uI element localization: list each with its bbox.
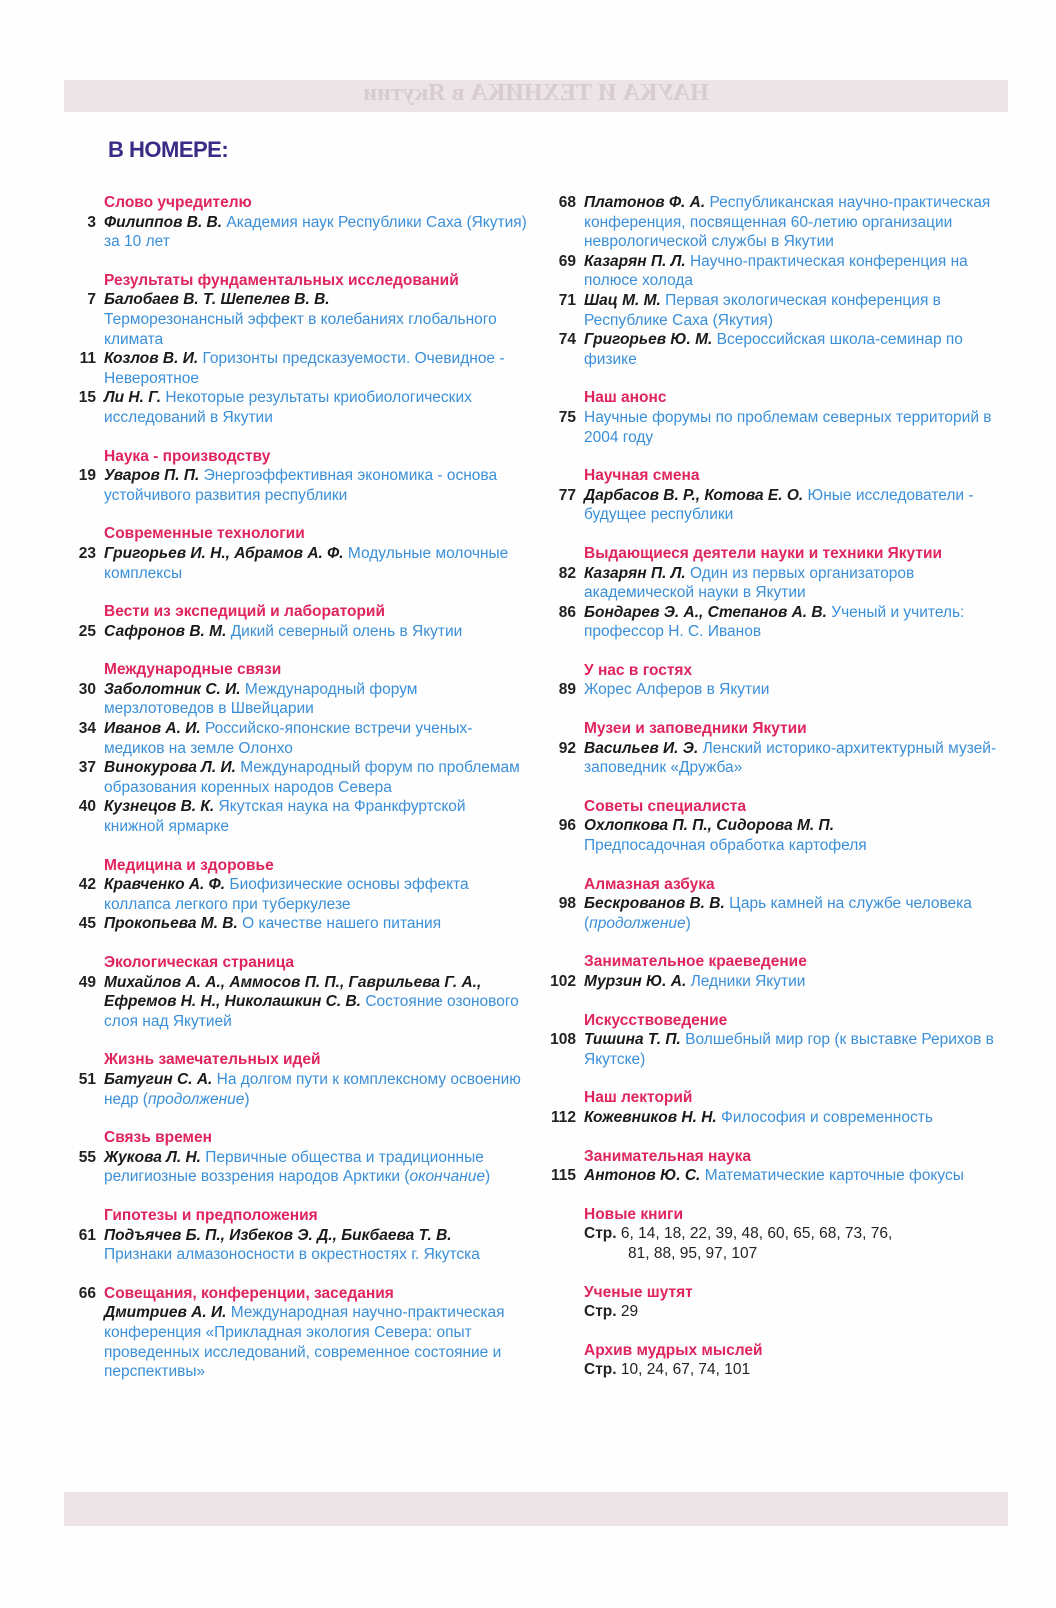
entry-title <box>104 311 497 348</box>
pages-values: 29 <box>620 1303 639 1321</box>
contents-entry[interactable] <box>558 816 1010 855</box>
contents-section <box>60 1284 530 1382</box>
entry-page-number: 25 <box>78 622 96 640</box>
section-title-text: Советы специалиста <box>584 797 747 815</box>
section-title-text: Научная смена <box>584 467 700 485</box>
entry-page-number: 15 <box>78 389 96 407</box>
section-title-text: Совещания, конференции, заседания <box>104 1284 394 1302</box>
entry-title-text: Международный форум мерзлотоведов в Швейцарии <box>104 680 418 718</box>
pages-values: 10, 24, 67, 74, 101 <box>620 1361 751 1379</box>
entry-author: Григорьев Ю. М. <box>584 331 713 349</box>
contents-entry[interactable] <box>78 797 530 836</box>
contents-section <box>60 660 530 836</box>
contents-entry[interactable] <box>78 973 530 1032</box>
entry-title-text: Энергоэффективная экономика - основа устойчивого развития республики <box>104 467 498 504</box>
section-title <box>584 719 1010 739</box>
contents-section <box>540 797 1010 856</box>
entry-title <box>584 409 992 446</box>
entry-title-text: Жорес Алферов в Якутии <box>584 681 770 699</box>
entry-title <box>691 973 806 990</box>
entry-title-text: Всероссийская школа-семинар по физике <box>584 331 963 368</box>
entry-title <box>584 837 867 854</box>
entry-title-text: Модульные молочные комплексы <box>104 544 509 582</box>
entry-author: Филиппов В. В. <box>104 213 223 231</box>
entry-author: Винокурова Л. И. <box>104 759 236 777</box>
pages-section <box>540 1205 1010 1264</box>
contents-section <box>60 193 530 252</box>
entry-page-number: 112 <box>550 1108 576 1126</box>
contents-entry[interactable] <box>78 544 530 583</box>
entry-author: Михайлов А. А., Аммосов П. П., Гаврильева Г. А., Ефремов Н. Н., Николашкин С. В. <box>104 973 482 1011</box>
contents-section <box>540 661 1010 700</box>
contents-entry[interactable] <box>558 193 1010 252</box>
entry-page-number: 49 <box>78 973 96 991</box>
entry-title-text: Ученый и учитель: профессор Н. С. Иванов <box>584 603 965 641</box>
entry-title-after: ) <box>485 1168 491 1186</box>
entry-title-text: Научные форумы по проблемам северных территорий в 2004 году <box>584 408 992 446</box>
entry-title-italic: продолжение <box>147 1090 245 1108</box>
entry-title-italic: продолжение <box>589 914 686 932</box>
entry-title-text: Российско-японские встречи ученых-медиков на земле Олонхо <box>104 720 473 757</box>
contents-entry[interactable] <box>558 408 1010 447</box>
contents-section <box>540 388 1010 447</box>
entry-title-text: Международный форум по проблемам образования коренных народов Севера <box>104 759 520 796</box>
contents-entry[interactable] <box>78 758 530 797</box>
entry-page-number: 11 <box>79 350 96 368</box>
section-title-text: Медицина и здоровье <box>104 856 274 874</box>
entry-author: Казарян П. Л. <box>584 252 686 270</box>
entry-page-number: 102 <box>550 973 576 990</box>
entry-author: Балобаев В. Т. Шепелев В. В. <box>104 291 330 309</box>
footer-band <box>64 1492 1008 1526</box>
entry-title-text: Дикий северный олень в Якутии <box>230 622 463 640</box>
contents-entry[interactable] <box>558 739 1010 778</box>
section-title-text: Слово учредителю <box>104 194 252 211</box>
entry-title-text: Признаки алмазоносности в окрестностях г. Якутска <box>104 1246 480 1264</box>
entry-title-text: Первая экологическая конференция в Республике Саха (Якутия) <box>584 291 941 329</box>
entry-author: Ли Н. Г. <box>104 389 162 407</box>
contents-entry[interactable] <box>104 1303 530 1381</box>
contents-entry[interactable] <box>78 719 530 758</box>
contents-entry[interactable] <box>78 1148 530 1187</box>
contents-section <box>540 1088 1010 1127</box>
entry-page-number: 45 <box>78 915 96 933</box>
contents-entry[interactable] <box>78 388 530 427</box>
section-title <box>584 1011 1010 1031</box>
section-title-text: Результаты фундаментальных исследований <box>104 271 459 289</box>
contents-left-column <box>60 193 530 1401</box>
section-title <box>104 193 530 213</box>
contents-entry[interactable] <box>78 1226 530 1265</box>
header-band <box>64 80 1008 112</box>
section-title <box>584 544 1010 564</box>
entry-title <box>242 915 441 932</box>
section-title-text: Вести из экспедиций и лабораторий <box>104 603 385 621</box>
contents-section <box>60 953 530 1031</box>
section-title-text: Занимательное краеведение <box>584 953 807 971</box>
entry-page-number: 74 <box>558 331 576 349</box>
entry-title-text: Юные исследователи - будущее республики <box>584 486 974 524</box>
contents-entry[interactable] <box>558 252 1010 291</box>
header-showthrough-text: НАУКА И ТЕХНИКА в Якутии <box>363 80 709 106</box>
contents-section <box>540 952 1010 991</box>
section-title <box>584 1088 1010 1108</box>
contents-entry[interactable] <box>550 1030 1010 1069</box>
section-title-text: Современные технологии <box>104 525 305 543</box>
entry-page-number: 69 <box>558 252 576 270</box>
section-title-text: Наш анонс <box>584 389 667 407</box>
pages-label: Стр. <box>584 1303 617 1321</box>
section-title-text: Выдающиеся деятели науки и техники Якутии <box>584 544 943 562</box>
section-title <box>584 466 1010 486</box>
entry-page-number: 92 <box>558 739 576 757</box>
entry-author: Прокопьева М. В. <box>104 915 238 933</box>
section-title <box>104 1050 530 1070</box>
entry-page-number: 3 <box>87 213 96 231</box>
section-title <box>104 856 530 876</box>
entry-title-text: Волшебный мир гор (к выставке Рерихов в Якутске) <box>584 1031 994 1068</box>
entry-title-text: Международная научно-практическая конференция «Прикладная экология Севера: опыт проведенных исследований, современное состояние и перспективы» <box>104 1304 505 1381</box>
entry-author: Шац М. М. <box>584 291 661 309</box>
section-title <box>584 952 1010 972</box>
page-list <box>584 1302 1010 1322</box>
entry-author: Кравченко А. Ф. <box>104 876 226 894</box>
entry-page-number: 68 <box>558 194 576 211</box>
entry-title-text: Ледники Якутии <box>690 973 806 990</box>
section-title <box>104 447 530 467</box>
contents-entry[interactable] <box>79 349 530 388</box>
entry-author: Уваров П. П. <box>104 467 200 485</box>
entry-page-number: 34 <box>78 720 96 738</box>
entry-title-text: Философия и современность <box>721 1108 933 1126</box>
section-title-text: Гипотезы и предположения <box>104 1206 318 1224</box>
entry-page-number: 51 <box>78 1070 96 1088</box>
pages-section <box>540 1341 1010 1380</box>
section-title: Ученые шутят <box>584 1283 693 1301</box>
section-title-text: Жизнь замечательных идей <box>104 1051 321 1069</box>
entry-author: Тишина Т. П. <box>584 1031 681 1049</box>
entry-page-number: 108 <box>550 1031 576 1049</box>
contents-entry[interactable] <box>78 466 530 505</box>
contents-entry[interactable] <box>550 1166 1010 1186</box>
contents-entry[interactable] <box>558 603 1010 642</box>
entry-title-after: ) <box>685 914 691 932</box>
section-title <box>104 524 530 544</box>
page-list-continued: 81, 88, 95, 97, 107 <box>628 1244 758 1262</box>
entry-page-number: 23 <box>78 544 96 562</box>
entry-page-number: 86 <box>558 603 576 621</box>
section-title <box>104 602 530 622</box>
entry-title <box>584 681 769 698</box>
contents-right-column <box>540 193 1010 1399</box>
entry-page-number: 77 <box>558 486 576 504</box>
contents-entry[interactable] <box>558 486 1010 525</box>
entry-author: Дарбасов В. Р., Котова Е. О. <box>584 486 804 504</box>
entry-page-number: 71 <box>558 291 576 309</box>
entry-page-number: 55 <box>78 1148 96 1166</box>
entry-title-text: Научно-практическая конференция на полюсе холода <box>584 252 968 290</box>
contents-entry[interactable] <box>78 680 530 719</box>
entry-page-number: 115 <box>550 1167 576 1185</box>
entry-author: Казарян П. Л. <box>584 564 686 582</box>
entry-author: Заболотник С. И. <box>104 680 241 698</box>
section-title <box>104 271 530 291</box>
entry-title-text: Республиканская научно-практическая конференция, посвященная 60-летию организации неврологической службы в Якутии <box>584 194 991 251</box>
contents-entry[interactable] <box>550 972 1010 992</box>
contents-entry[interactable] <box>78 914 530 934</box>
section-title-text: У нас в гостях <box>584 661 693 679</box>
entry-page-number: 89 <box>558 681 576 699</box>
section-title <box>584 1147 1010 1167</box>
entry-author: Кузнецов В. К. <box>104 798 215 816</box>
section-title-text: Связь времен <box>104 1129 212 1147</box>
contents-section <box>540 193 1010 369</box>
section-title-text: Наука - производству <box>104 447 271 465</box>
entry-title-text: Первичные общества и традиционные религиозные воззрения народов Арктики ( <box>104 1148 484 1186</box>
entry-title-text: Академия наук Республики Саха (Якутия) за 10 лет <box>104 213 527 251</box>
entry-page-number: 7 <box>87 291 96 309</box>
entry-title-text: О качестве нашего питания <box>242 915 442 933</box>
entry-author: Подъячев Б. П., Избеков Э. Д., Бикбаева Т. В. <box>104 1226 452 1244</box>
pages-label: Стр. <box>584 1225 617 1243</box>
contents-entry[interactable] <box>87 213 530 252</box>
contents-entry[interactable] <box>558 330 1010 369</box>
entry-author: Антонов Ю. С. <box>584 1167 701 1185</box>
entry-author: Жукова Л. Н. <box>104 1148 201 1166</box>
section-title <box>104 1128 530 1148</box>
entry-title <box>721 1109 933 1126</box>
entry-author: Кожевников Н. Н. <box>584 1108 717 1126</box>
pages-label: Стр. <box>584 1361 617 1379</box>
entry-title-after: ) <box>244 1090 250 1108</box>
entry-title <box>231 623 463 640</box>
contents-section <box>60 447 530 506</box>
contents-section <box>60 1128 530 1187</box>
section-title <box>104 953 530 973</box>
contents-section <box>540 719 1010 778</box>
section-title-text: Музеи и заповедники Якутии <box>584 720 807 738</box>
section-title <box>78 1284 530 1304</box>
entry-title <box>104 1246 480 1263</box>
entry-page-number: 37 <box>78 759 96 777</box>
section-title <box>584 797 1010 817</box>
contents-entry[interactable] <box>78 1070 530 1109</box>
entry-author: Сафронов В. М. <box>104 622 227 640</box>
entry-page-number: 42 <box>78 876 96 894</box>
entry-page-number: 98 <box>558 895 576 913</box>
page-list <box>584 1224 1010 1244</box>
page-title: В НОМЕРЕ: <box>108 137 229 162</box>
entry-author: Охлопкова П. П., Сидорова М. П. <box>584 817 834 835</box>
pages-values: 6, 14, 18, 22, 39, 48, 60, 65, 68, 73, 76, <box>620 1225 893 1243</box>
contents-section <box>540 875 1010 934</box>
section-title-text: Алмазная азбука <box>584 875 715 893</box>
entry-author: Бескрованов В. В. <box>584 895 725 913</box>
section-title-text: Занимательная наука <box>584 1147 752 1165</box>
section-title-text: Международные связи <box>104 661 282 679</box>
section-title-text: Наш лекторий <box>584 1089 693 1107</box>
entry-title-text: Некоторые результаты криобиологических исследований в Якутии <box>104 389 472 426</box>
entry-author: Бондарев Э. А., Степанов А. В. <box>584 603 827 621</box>
section-title <box>104 1206 530 1226</box>
entry-author: Платонов Ф. А. <box>584 194 706 211</box>
contents-section <box>540 544 1010 642</box>
section-title: Новые книги <box>584 1205 683 1223</box>
entry-author: Дмитриев А. И. <box>104 1304 227 1322</box>
contents-entry[interactable] <box>550 1108 1010 1128</box>
entry-author: Мурзин Ю. А. <box>584 973 687 990</box>
contents-entry[interactable] <box>558 564 1010 603</box>
entry-author: Иванов А. И. <box>104 720 201 738</box>
section-title <box>584 875 1010 895</box>
section-title <box>104 660 530 680</box>
entry-author: Батугин С. А. <box>104 1070 213 1088</box>
contents-section <box>540 1147 1010 1186</box>
entry-page-number: 82 <box>558 564 576 582</box>
entry-title-text: Биофизические основы эффекта коллапса легкого при туберкулезе <box>104 876 469 913</box>
contents-section <box>60 602 530 641</box>
contents-section <box>60 856 530 934</box>
section-title-text: Экологическая страница <box>104 954 295 971</box>
entry-page-number: 61 <box>78 1226 96 1244</box>
contents-section <box>540 466 1010 525</box>
section-title-text: Искусствоведение <box>584 1011 728 1029</box>
entry-author: Козлов В. И. <box>104 350 199 368</box>
contents-section <box>540 1011 1010 1070</box>
entry-title-italic: окончание <box>409 1168 486 1186</box>
entry-page-number: 40 <box>78 798 96 816</box>
entry-title-text: Терморезонансный эффект в колебаниях глобального климата <box>104 310 497 348</box>
contents-section <box>60 1050 530 1109</box>
contents-entry[interactable] <box>78 622 530 642</box>
entry-author: Григорьев И. Н., Абрамов А. Ф. <box>104 544 344 562</box>
section-title <box>584 388 1010 408</box>
contents-section <box>60 271 530 428</box>
entry-title-text: Ленский историко-архитектурный музей-заповедник «Дружба» <box>584 739 997 777</box>
contents-entry[interactable] <box>558 291 1010 330</box>
entry-title-text: Состояние озонового слоя над Якутией <box>104 993 519 1030</box>
entry-title-text: На долгом пути к комплексному освоению недр ( <box>104 1070 521 1108</box>
contents-entry[interactable] <box>87 290 530 349</box>
entry-title-text: Математические карточные фокусы <box>704 1167 964 1185</box>
entry-page-number: 19 <box>78 467 96 485</box>
section-title: Архив мудрых мыслей <box>584 1341 763 1359</box>
entry-page-number: 30 <box>78 680 96 698</box>
section-page-number: 66 <box>78 1284 96 1302</box>
entry-page-number: 75 <box>558 408 576 426</box>
entry-title-text: Предпосадочная обработка картофеля <box>584 837 867 855</box>
contents-section <box>60 1206 530 1265</box>
section-title <box>584 661 1010 681</box>
entry-title-text: Горизонты предсказуемости. Очевидное - Невероятное <box>104 350 505 387</box>
entry-author: Васильев И. Э. <box>584 739 699 757</box>
contents-entry[interactable] <box>78 875 530 914</box>
entry-page-number: 96 <box>558 817 576 835</box>
contents-section <box>60 524 530 583</box>
entry-title-text: Якутская наука на Франкфуртской книжной ярмарке <box>104 798 466 836</box>
page-list <box>584 1360 1010 1380</box>
entry-title <box>705 1167 964 1184</box>
contents-entry[interactable] <box>558 894 1010 933</box>
entry-title-text: Один из первых организаторов академической науки в Якутии <box>584 564 915 602</box>
pages-section <box>540 1283 1010 1322</box>
entry-title-text: Царь камней на службе человека ( <box>584 895 972 932</box>
contents-entry[interactable] <box>558 680 1010 700</box>
